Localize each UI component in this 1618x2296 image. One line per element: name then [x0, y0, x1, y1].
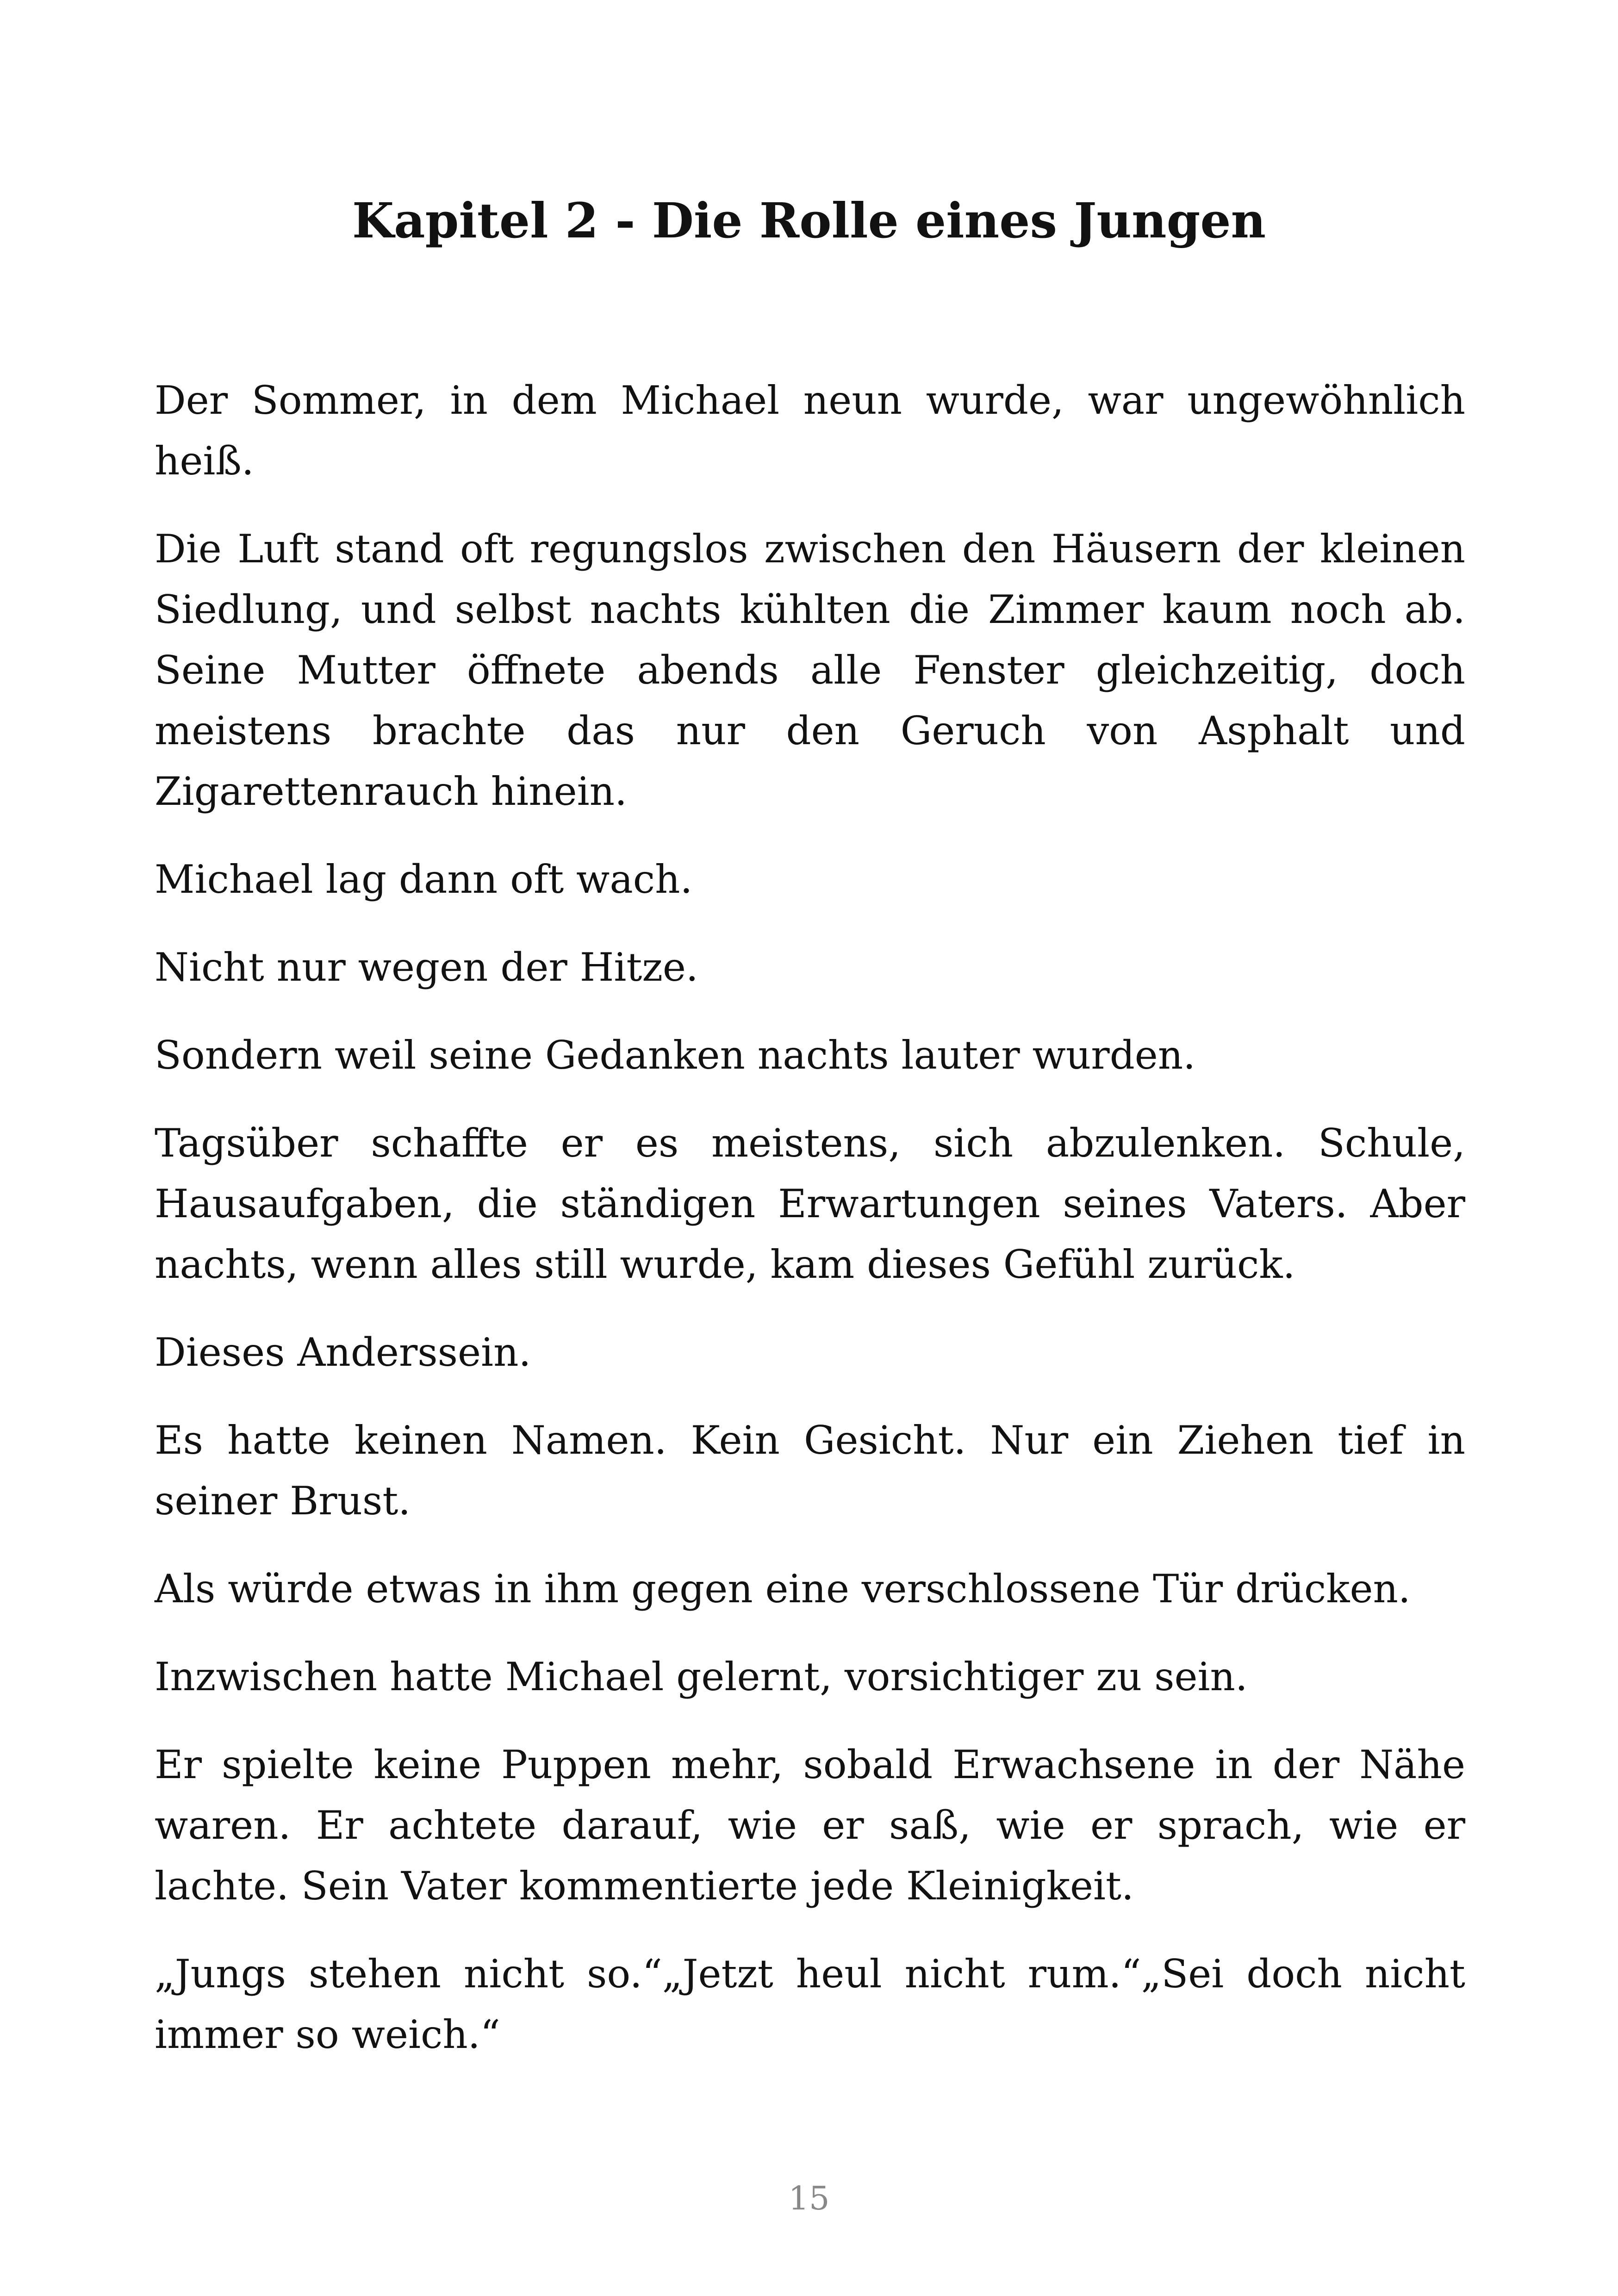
paragraph: Nicht nur wegen der Hitze. [155, 945, 698, 990]
paragraph: „Jungs stehen nicht so.“„Jetzt heul nicht rum.“„Sei doch nicht immer so weich.“ [155, 1951, 1465, 2057]
paragraph: Michael lag dann oft wach. [155, 857, 693, 902]
page-number: 15 [788, 2179, 830, 2217]
chapter-body [155, 370, 1465, 2092]
paragraph: Dieses Anderssein. [155, 1330, 531, 1375]
paragraph: Inzwischen hatte Michael gelernt, vorsichtiger zu sein. [155, 1654, 1248, 1699]
paragraph: Er spielte keine Puppen mehr, sobald Erwachsene in der Nähe waren. Er achtete darauf, wie er saß, wie er sprach, wie er lachte. Sein Vater kommentierte jede Kleinigkeit. [155, 1742, 1465, 1909]
chapter-title: Kapitel 2 - Die Rolle eines Jungen [352, 192, 1266, 249]
paragraph: Der Sommer, in dem Michael neun wurde, war ungewöhnlich heiß. [155, 378, 1465, 484]
paragraph: Es hatte keinen Namen. Kein Gesicht. Nur ein Ziehen tief in seiner Brust. [155, 1418, 1465, 1524]
paragraph: Tagsüber schaffte er es meistens, sich abzulenken. Schule, Hausaufgaben, die ständigen Erwartungen seines Vaters. Aber nachts, wenn alles still wurde, kam dieses Gefühl zurück. [155, 1120, 1465, 1287]
paragraph: Die Luft stand oft regungslos zwischen den Häusern der kleinen Siedlung, und selbst nachts kühlten die Zimmer kaum noch ab. Seine Mutter öffnete abends alle Fenster gleichzeitig, doch meistens brachte das nur den Geruch von Asphalt und Zigarettenrauch hinein. [155, 526, 1465, 814]
paragraph: Sondern weil seine Gedanken nachts lauter wurden. [155, 1033, 1196, 1078]
paragraph: Als würde etwas in ihm gegen eine verschlossene Tür drücken. [155, 1566, 1411, 1612]
